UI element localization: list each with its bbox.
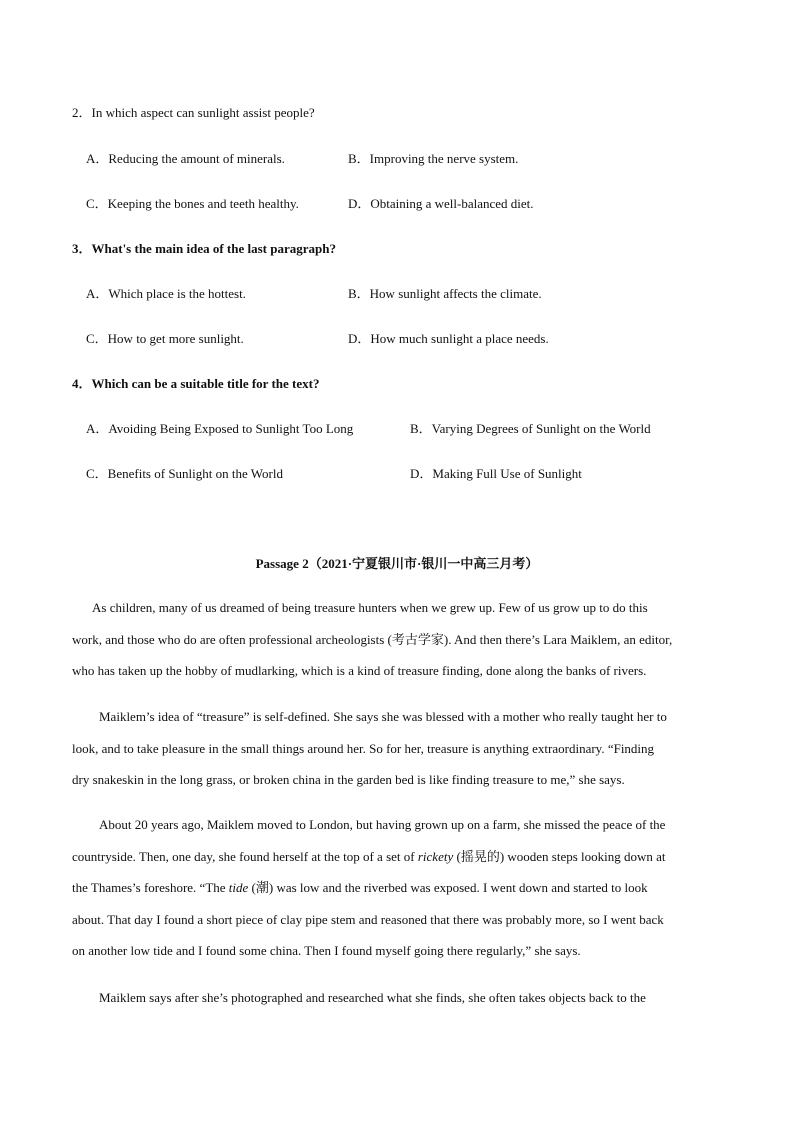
passage-title: Passage 2（2021·宁夏银川市·银川一中高三月考） xyxy=(255,556,539,571)
question-stem: What's the main idea of the last paragraph? xyxy=(91,241,336,256)
option-2b[interactable]: B．Improving the nerve system. xyxy=(348,151,519,166)
option-2a[interactable]: A．Reducing the amount of minerals. xyxy=(86,151,285,166)
paragraph-line: look, and to take pleasure in the small things around her. So for her, treasure is anything extraordinary. “Finding xyxy=(72,740,655,756)
paragraph-line: Maiklem says after she’s photographed and researched what she finds, she often takes objects back to the xyxy=(99,990,646,1005)
paragraph-line: dry snakeskin in the long grass, or broken china in the garden bed is like finding treasure to me,” she says. xyxy=(72,772,625,787)
text-run: (潮) was low and the riverbed was exposed. I went down and started to look xyxy=(248,880,648,895)
italic-word: rickety xyxy=(417,848,454,864)
paragraph-line: As children, many of us dreamed of being treasure hunters when we grew up. Few of us grow up to do this xyxy=(92,600,648,615)
paragraph-line: on another low tide and I found some china. Then I found myself going there regularly,” she says. xyxy=(72,943,581,958)
paragraph-line xyxy=(72,841,724,873)
paragraph-line: About 20 years ago, Maiklem moved to London, but having grown up on a farm, she missed the peace of the xyxy=(99,817,666,832)
option-4c[interactable]: C．Benefits of Sunlight on the World xyxy=(86,466,283,481)
option-4a[interactable]: A．Avoiding Being Exposed to Sunlight Too Long xyxy=(86,421,354,436)
option-4d[interactable]: D．Making Full Use of Sunlight xyxy=(410,466,582,481)
italic-word: tide xyxy=(228,880,249,895)
paragraph-line xyxy=(72,872,724,904)
paragraph-line: who has taken up the hobby of mudlarking, which is a kind of treasure finding, done along the banks of rivers. xyxy=(72,663,647,678)
option-2d[interactable]: D．Obtaining a well-balanced diet. xyxy=(348,196,534,211)
option-2c[interactable]: C．Keeping the bones and teeth healthy. xyxy=(86,196,299,211)
option-4b[interactable]: B．Varying Degrees of Sunlight on the World xyxy=(410,421,651,436)
question-number: 4． xyxy=(72,376,92,391)
passage-paragraph-4 xyxy=(72,982,724,1014)
text-run: the Thames’s foreshore. “The xyxy=(72,880,229,895)
question-stem: In which aspect can sunlight assist people? xyxy=(91,105,315,120)
text-run: (摇晃的) wooden steps looking down at xyxy=(453,848,666,864)
passage-paragraph-2 xyxy=(72,701,724,796)
question-stem: Which can be a suitable title for the text? xyxy=(91,376,320,391)
question-2 xyxy=(72,102,315,121)
option-3b[interactable]: B．How sunlight affects the climate. xyxy=(348,286,542,301)
text-run: countryside. Then, one day, she found herself at the top of a set of xyxy=(72,848,418,864)
question-4 xyxy=(72,373,319,392)
question-3 xyxy=(72,238,336,257)
paragraph-line: about. That day I found a short piece of clay pipe stem and reasoned that there was probably more, so I went back xyxy=(72,911,664,927)
option-3a[interactable]: A．Which place is the hottest. xyxy=(86,286,246,301)
option-3d[interactable]: D．How much sunlight a place needs. xyxy=(348,331,549,346)
question-number: 3． xyxy=(72,241,92,256)
option-3c[interactable]: C．How to get more sunlight. xyxy=(86,331,244,346)
passage-paragraph-1 xyxy=(72,592,724,687)
paragraph-line: work, and those who do are often professional archeologists (考古学家). And then there’s Lara Maiklem, an editor, xyxy=(72,631,673,647)
passage-paragraph-3 xyxy=(72,809,724,967)
question-number: 2． xyxy=(72,105,92,120)
paragraph-line: Maiklem’s idea of “treasure” is self-defined. She says she was blessed with a mother who really taught her to xyxy=(99,709,667,724)
